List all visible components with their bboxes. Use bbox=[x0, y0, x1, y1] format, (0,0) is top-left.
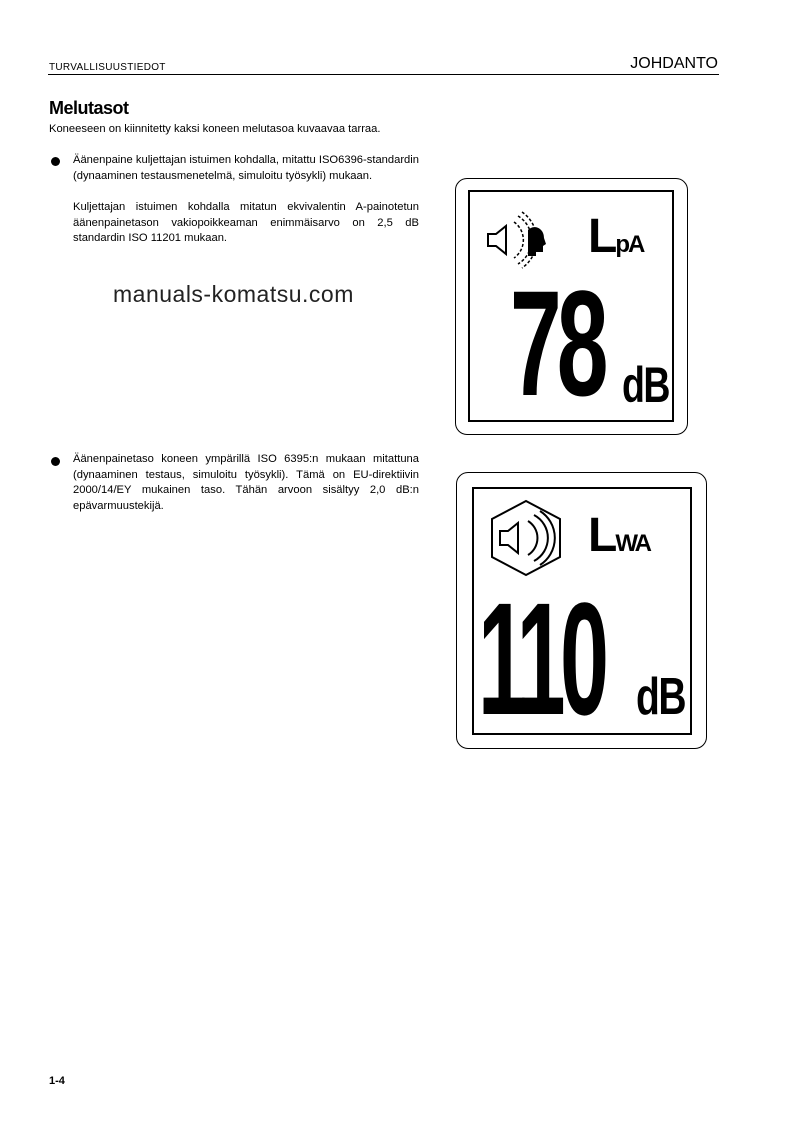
bullet-icon bbox=[51, 157, 60, 166]
bullet-icon bbox=[51, 457, 60, 466]
lpa-unit: dB bbox=[622, 357, 669, 413]
lwa-noise-label bbox=[456, 472, 707, 749]
bullet-1-text: Äänenpaine kuljettajan istuimen kohdalla, mitattu ISO6396-standardin (dynaaminen testausmenetelmä, simuloitu työsykli) mukaan. bbox=[73, 154, 419, 182]
lpa-value: 78 bbox=[510, 259, 604, 427]
lwa-symbol: LWA bbox=[588, 509, 650, 562]
section-header: TURVALLISUUSTIEDOT bbox=[49, 62, 166, 73]
chapter-header: JOHDANTO bbox=[630, 55, 718, 72]
page-title: Melutasot bbox=[49, 98, 129, 118]
lwa-unit: dB bbox=[636, 668, 685, 726]
label-frame bbox=[468, 190, 674, 427]
label-frame bbox=[472, 487, 692, 748]
watermark: manuals-komatsu.com bbox=[113, 281, 354, 307]
intro-text: Koneeseen on kiinnitetty kaksi koneen melutasoa kuvaavaa tarraa. bbox=[49, 123, 381, 135]
speaker-machine-icon bbox=[486, 499, 566, 577]
header-rule bbox=[48, 74, 719, 75]
lpa-noise-label bbox=[455, 178, 688, 435]
page-number: 1-4 bbox=[49, 1075, 65, 1087]
lpa-symbol: LpA bbox=[588, 210, 644, 263]
bullet-2-text: Äänenpainetaso koneen ympärillä ISO 6395:n mukaan mitattuna (dynaaminen testaus, simuloitu työsykli). Tämä on EU-direktiivin 2000/14/EY mukainen taso. Tähän arvoon sisältyy 2,0 dB:n epävarmuustekijä. bbox=[73, 453, 419, 512]
bullet-1-extra: Kuljettajan istuimen kohdalla mitatun ekvivalentin A-painotetun äänenpainetason vakiopoikkeaman enimmäisarvo on 2,5 dB standardin ISO 11201 mukaan. bbox=[73, 201, 419, 244]
lwa-value: 110 bbox=[478, 569, 604, 748]
